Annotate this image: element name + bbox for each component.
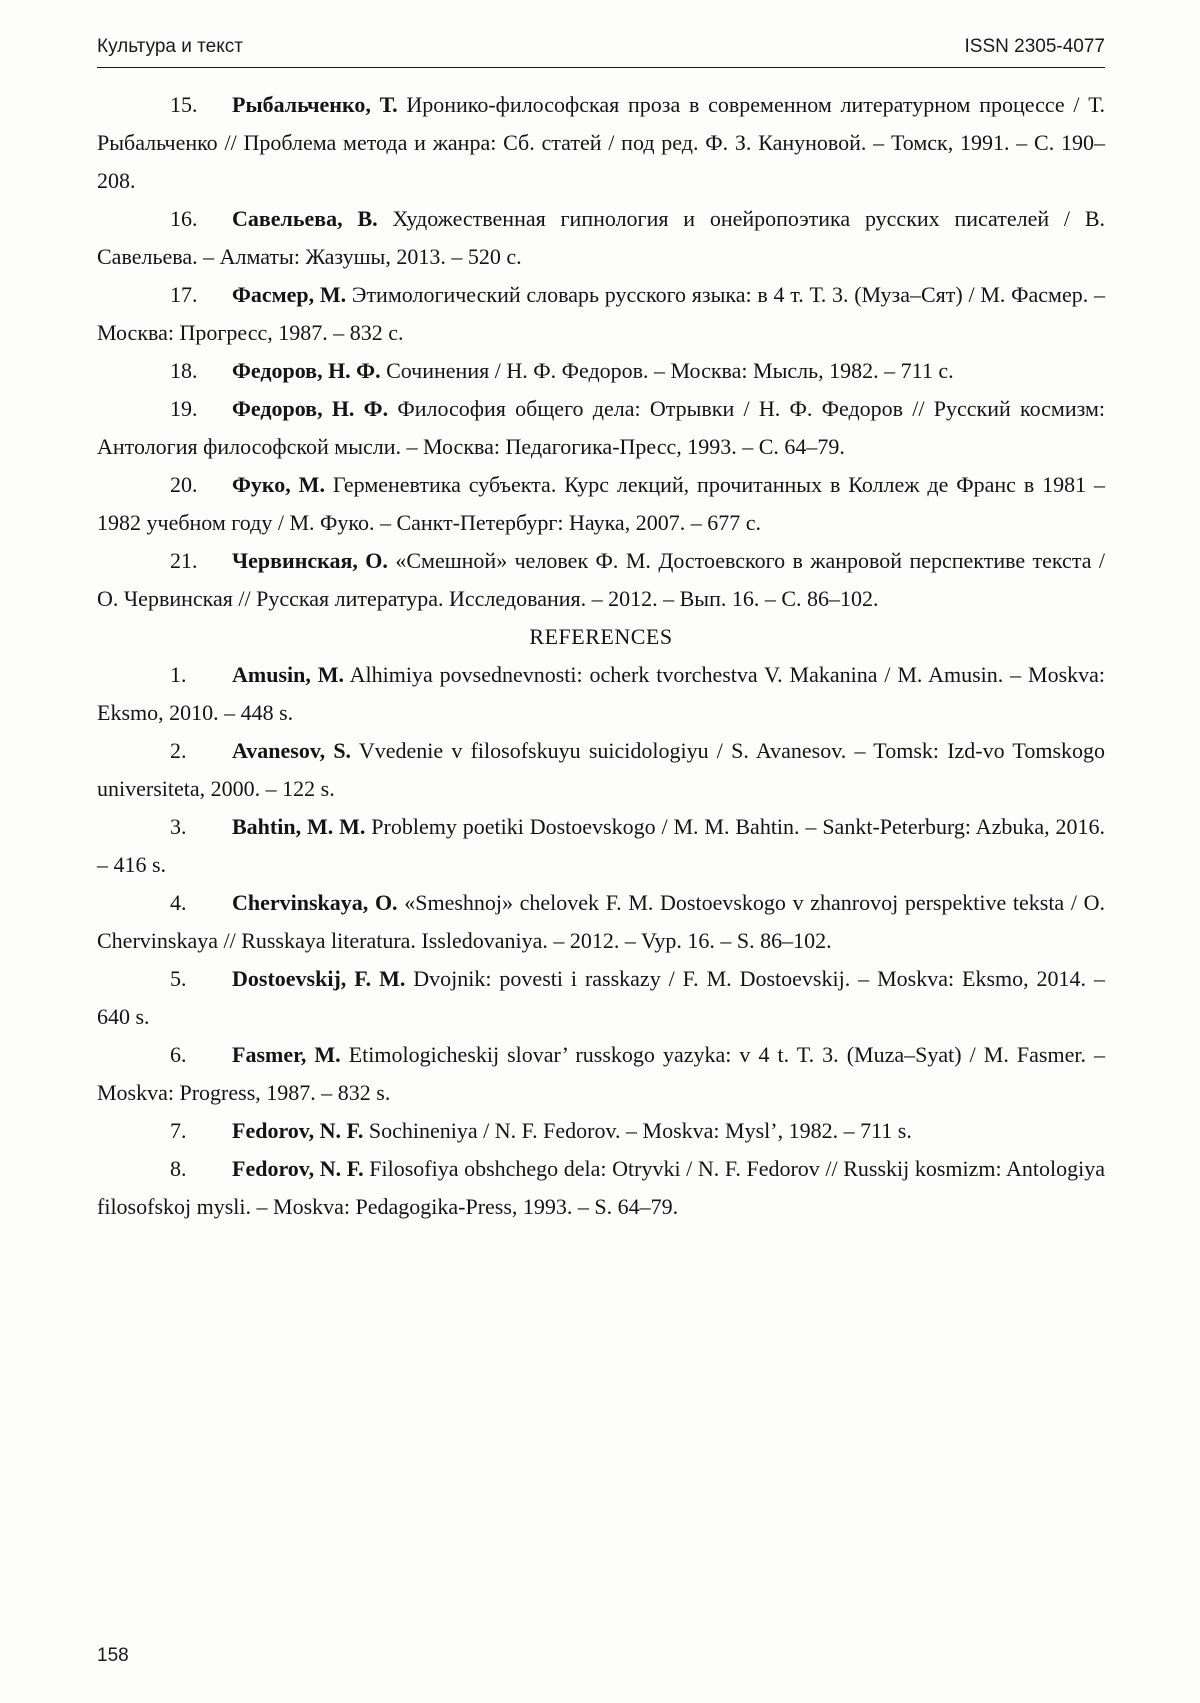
- reference-number: 1.: [170, 662, 187, 687]
- reference-author: Avanesov, S.: [232, 738, 352, 763]
- reference-entry: [97, 86, 1105, 200]
- reference-text: Художественная гипнология и онейропоэтика русских писателей / В. Савельева. – Алматы: Жазушы, 2013. – 520 с.: [97, 206, 1106, 269]
- references-heading: REFERENCES: [529, 624, 673, 649]
- reference-text: Problemy poetiki Dostoevskogo / M. M. Bahtin. – Sankt-Peterburg: Azbuka, 2016. – 416 s.: [97, 814, 1105, 877]
- reference-text: Filosofiya obshchego dela: Otryvki / N. F. Fedorov // Russkij kosmizm: Antologiya filosofskoj mysli. – Moskva: Pedagogika-Press, 1993. – S. 64–79.: [97, 1156, 1106, 1219]
- reference-entry: [97, 808, 1105, 884]
- reference-text: Философия общего дела: Отрывки / Н. Ф. Федоров // Русский космизм: Антология философской мысли. – Москва: Педагогика-Пресс, 1993. – С. 64–79.: [97, 396, 1106, 459]
- reference-text: Alhimiya povsednevnosti: ocherk tvorchestva V. Makanina / M. Amusin. – Moskva: Eksmo, 2010. – 448 s.: [97, 662, 1106, 725]
- reference-number: 20.: [170, 472, 198, 497]
- reference-number: 8.: [170, 1156, 187, 1181]
- reference-entry: [97, 884, 1105, 960]
- reference-number: 18.: [170, 358, 198, 383]
- reference-number: 5.: [170, 966, 187, 991]
- reference-entry: [97, 1150, 1105, 1226]
- reference-author: Bahtin, M. M.: [232, 814, 366, 839]
- reference-text: Сочинения / Н. Ф. Федоров. – Москва: Мысль, 1982. – 711 с.: [386, 358, 954, 383]
- reference-number: 6.: [170, 1042, 187, 1067]
- page-footer: [97, 1645, 129, 1667]
- reference-author: Fedorov, N. F.: [232, 1118, 364, 1143]
- reference-number: 15.: [170, 92, 198, 117]
- reference-entry: [97, 732, 1105, 808]
- reference-entry: [97, 960, 1105, 1036]
- reference-entry: [97, 656, 1105, 732]
- reference-number: 17.: [170, 282, 198, 307]
- reference-author: Dostoevskij, F. M.: [232, 966, 406, 991]
- page-header: [97, 36, 1105, 68]
- reference-author: Amusin, M.: [232, 662, 344, 687]
- reference-author: Федоров, Н. Ф.: [232, 358, 381, 383]
- reference-text: Иронико-философская проза в современном литературном процессе / Т. Рыбальченко // Проблема метода и жанра: Сб. статей / под ред. Ф. З. Кануновой. – Томск, 1991. – С. 190–208.: [97, 92, 1105, 193]
- reference-author: Chervinskaya, O.: [232, 890, 398, 915]
- reference-entry: [97, 1036, 1105, 1112]
- reference-number: 3.: [170, 814, 187, 839]
- reference-number: 7.: [170, 1118, 187, 1143]
- reference-author: Фуко, М.: [232, 472, 325, 497]
- reference-text: Etimologicheskij slovar’ russkogo yazyka: v 4 t. T. 3. (Muza–Syat) / M. Fasmer. – Moskva: Progress, 1987. – 832 s.: [97, 1042, 1106, 1105]
- reference-author: Червинская, О.: [232, 548, 388, 573]
- references-body: [97, 86, 1105, 1226]
- reference-author: Федоров, Н. Ф.: [232, 396, 389, 421]
- reference-text: Vvedenie v filosofskuyu suicidologiyu / S. Avanesov. – Tomsk: Izd-vo Tomskogo universiteta, 2000. – 122 s.: [97, 738, 1106, 801]
- reference-entry: [97, 352, 1105, 390]
- reference-entry: [97, 1112, 1105, 1150]
- reference-text: «Smeshnoj» chelovek F. M. Dostoevskogo v zhanrovoj perspektive teksta / O. Chervinskaya // Russkaya literatura. Issledovaniya. – 2012. – Vyp. 16. – S. 86–102.: [97, 890, 1105, 953]
- reference-number: 4.: [170, 890, 187, 915]
- reference-text: «Смешной» человек Ф. М. Достоевского в жанровой перспективе текста / О. Червинская // Русская литература. Исследования. – 2012. – Вып. 16. – С. 86–102.: [97, 548, 1106, 611]
- reference-text: Dvojnik: povesti i rasskazy / F. M. Dostoevskij. – Moskva: Eksmo, 2014. – 640 s.: [97, 966, 1105, 1029]
- reference-author: Fedorov, N. F.: [232, 1156, 364, 1181]
- reference-author: Савельева, В.: [232, 206, 378, 231]
- latin-references-list: [97, 656, 1105, 1226]
- reference-author: Рыбальченко, Т.: [232, 92, 398, 117]
- page-number: 158: [97, 1645, 129, 1666]
- reference-entry: [97, 390, 1105, 466]
- reference-number: 19.: [170, 396, 198, 421]
- reference-author: Фасмер, М.: [232, 282, 347, 307]
- reference-entry: [97, 542, 1105, 618]
- reference-text: Sochineniya / N. F. Fedorov. – Moskva: Mysl’, 1982. – 711 s.: [368, 1118, 912, 1143]
- reference-number: 16.: [170, 206, 198, 231]
- reference-text: Этимологический словарь русского языка: в 4 т. Т. 3. (Муза–Сят) / М. Фасмер. – Москва: Прогресс, 1987. – 832 с.: [97, 282, 1105, 345]
- reference-number: 2.: [170, 738, 187, 763]
- reference-text: Герменевтика субъекта. Курс лекций, прочитанных в Коллеж де Франс в 1981 – 1982 учебном году / М. Фуко. – Санкт-Петербург: Наука, 2007. – 677 с.: [97, 472, 1106, 535]
- reference-entry: [97, 276, 1105, 352]
- reference-number: 21.: [170, 548, 198, 573]
- reference-entry: [97, 466, 1105, 542]
- journal-title: Культура и текст: [97, 36, 243, 57]
- russian-references-list: [97, 86, 1105, 618]
- issn-label: ISSN 2305-4077: [964, 36, 1105, 57]
- reference-entry: [97, 200, 1105, 276]
- reference-author: Fasmer, M.: [232, 1042, 341, 1067]
